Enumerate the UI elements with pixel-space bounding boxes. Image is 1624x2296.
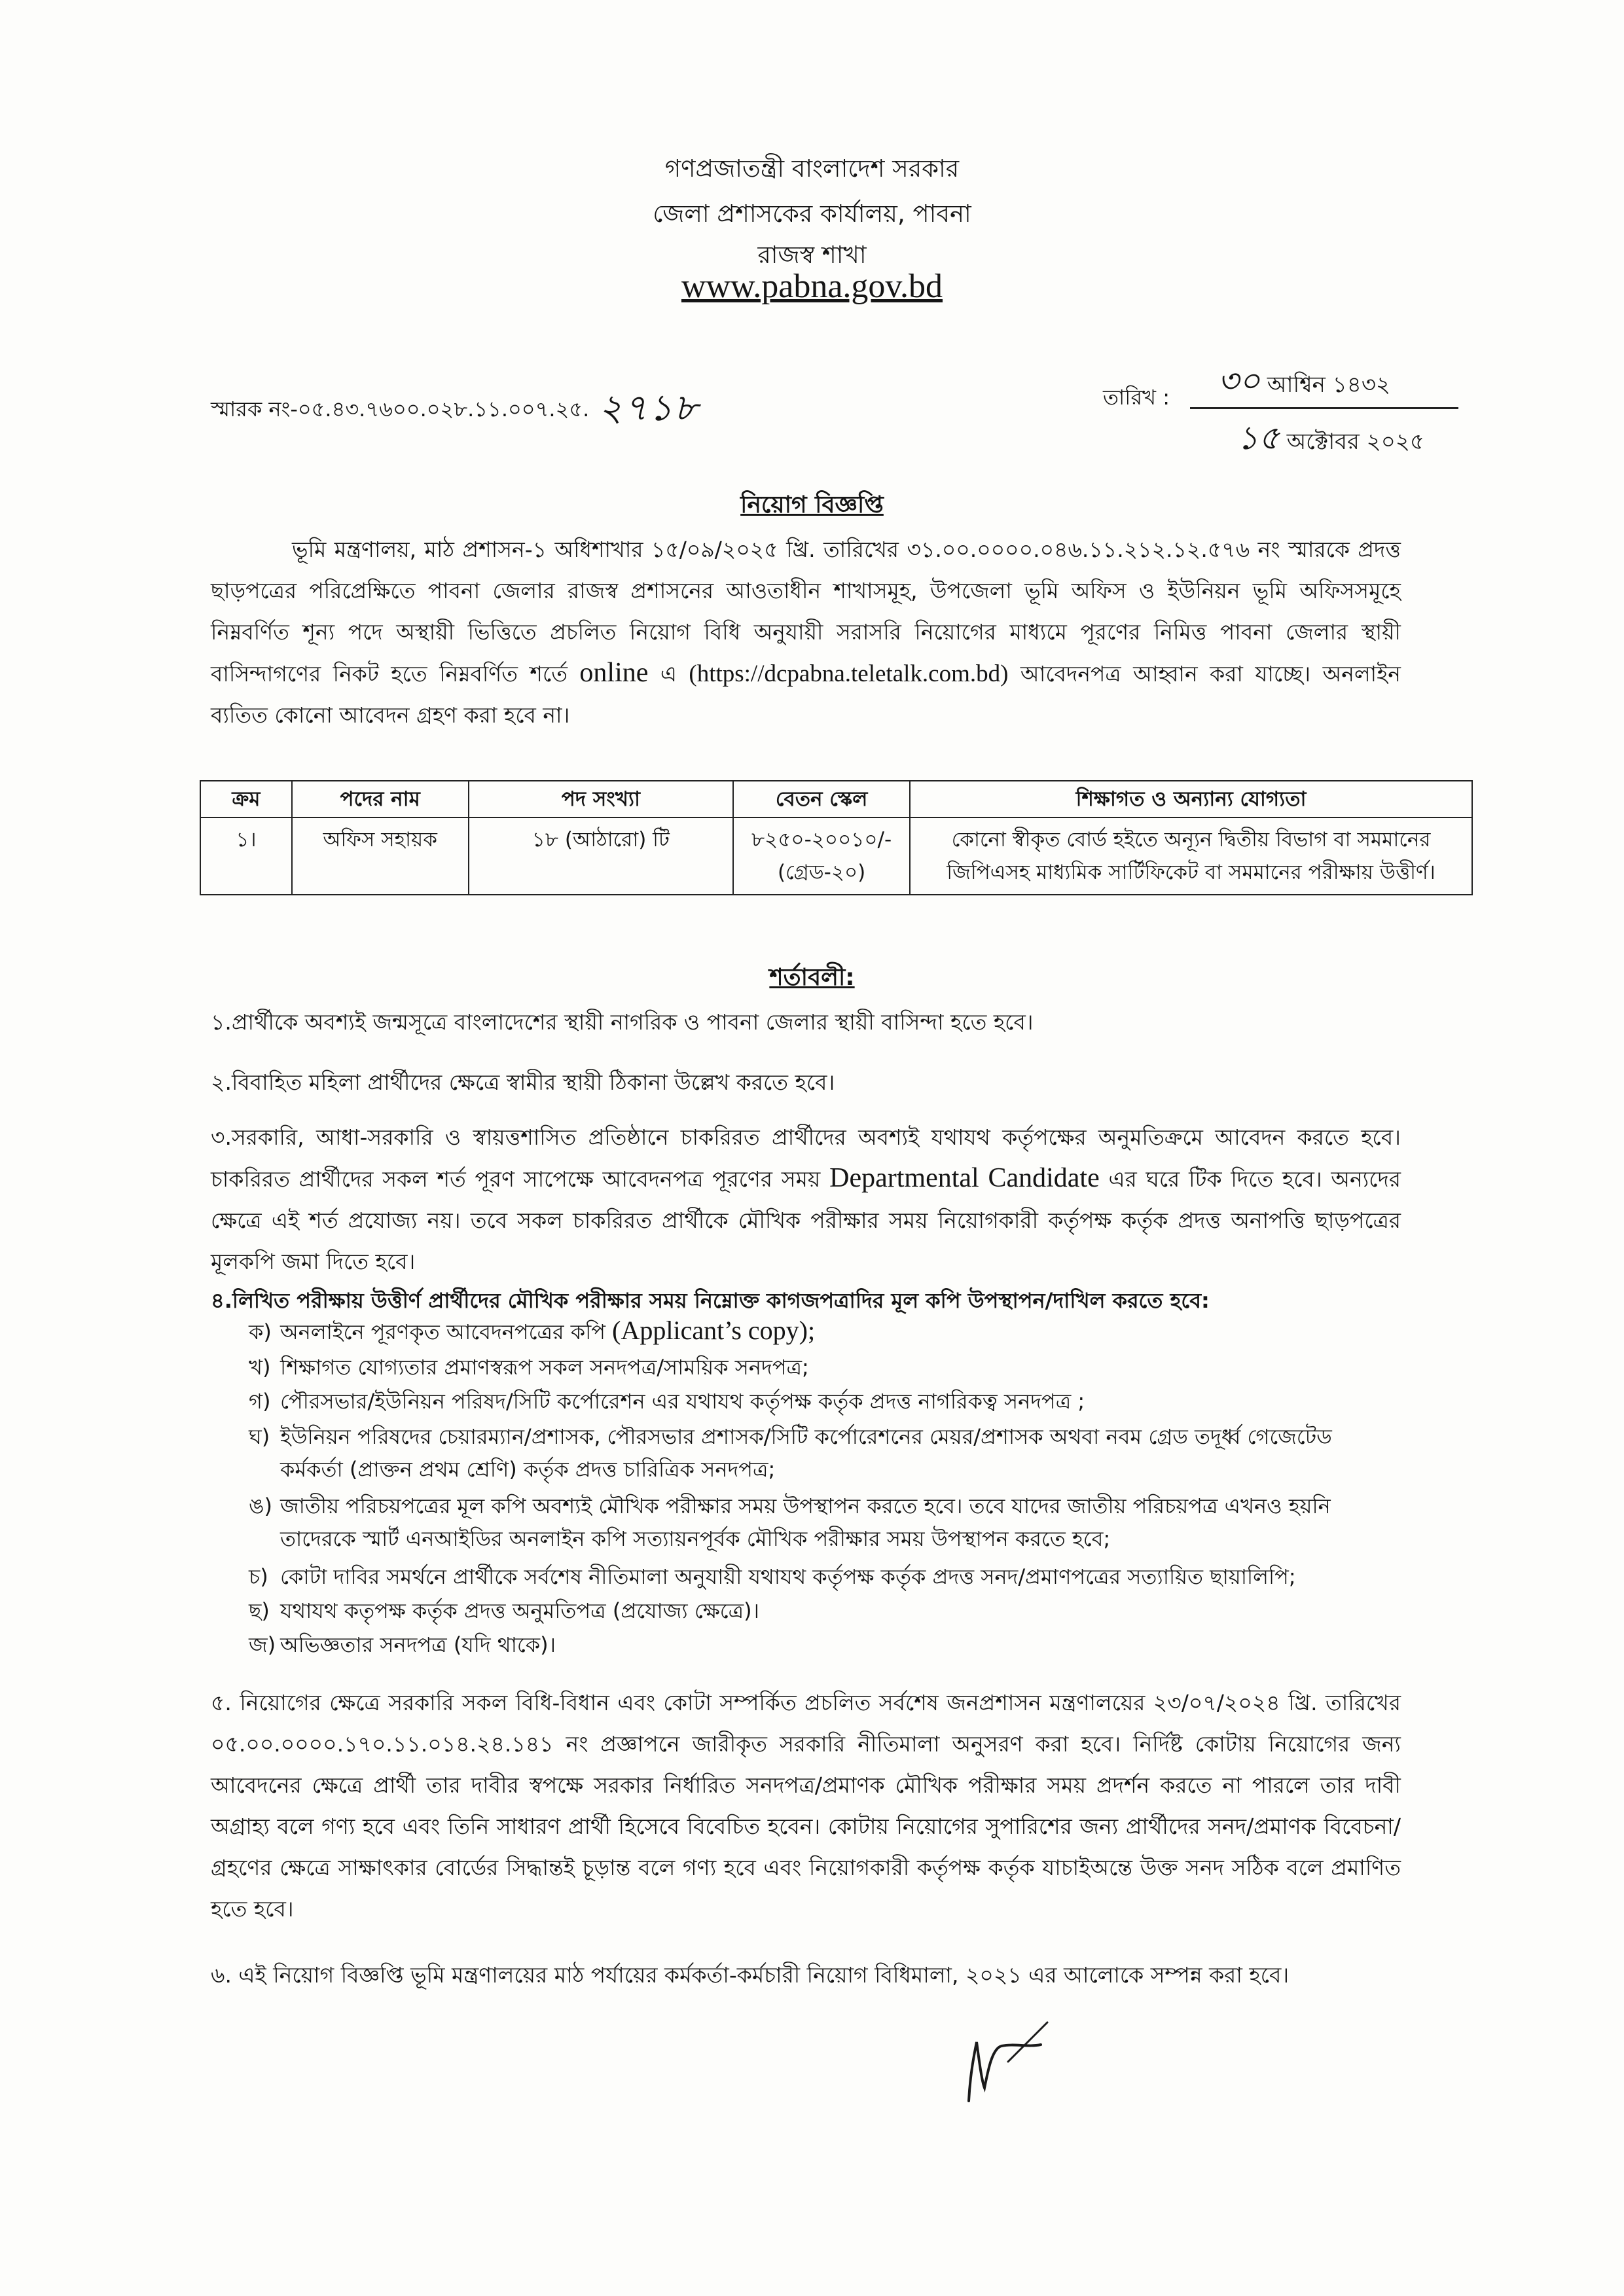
cell-serial: ১। [200,817,292,895]
condition-4: ৪.লিখিত পরীক্ষায় উত্তীর্ণ প্রার্থীদের মৌখিক পরীক্ষার সময় নিম্নোক্ত কাগজপত্রাদির মূল কপি উপস্থাপন/দাখিল করতে হবে: [211,1288,1210,1313]
date-label: তারিখ : [1103,385,1170,410]
date-divider [1190,407,1458,409]
col-scale: বেতন স্কেল [733,781,910,817]
col-serial: ক্রম [200,781,292,817]
list-item-text: পৌরসভার/ইউনিয়ন পরিষদ/সিটি কর্পোরেশন এর যথাযথ কর্তৃপক্ষ কর্তৃক প্রদত্ত নাগরিকত্ব সনদপত্র ; [280,1389,1085,1414]
intro-paragraph [211,529,1401,736]
condition-1: ১.প্রার্থীকে অবশ্যই জন্মসূত্রে বাংলাদেশের স্থায়ী নাগরিক ও পাবনা জেলার স্থায়ী বাসিন্দা হতে হবে। [211,1009,1034,1035]
list-item-text: যথাযথ কতৃপক্ষ কর্তৃক প্রদত্ত অনুমতিপত্র (প্রযোজ্য ক্ষেত্রে)। [280,1598,760,1623]
condition-2: ২.বিবাহিত মহিলা প্রার্থীদের ক্ষেত্রে স্বামীর স্থায়ী ঠিকানা উল্লেখ করতে হবে। [211,1069,835,1095]
condition-3 [211,1117,1401,1282]
list-item-text: জাতীয় পরিচয়পত্রের মূল কপি অবশ্যই মৌখিক পরীক্ষার সময় উপস্থাপন করতে হবে। তবে যাদের জাতীয় পরিচয়পত্র এখনও হয়নি তাদেরকে স্মার্ট এনআইডির অনলাইন কপি সত্যায়নপূর্বক মৌখিক পরীক্ষার সময় উপস্থাপন করতে হবে; [280,1494,1331,1551]
list-item [249,1385,1401,1418]
list-item-label: ছ) [249,1598,270,1623]
list-item-label: গ) [249,1389,271,1414]
list-item-applicant-copy: (Applicant’s copy); [612,1316,816,1345]
cell-count: ১৮ (আঠারো) টি [469,817,734,895]
notice-title: নিয়োগ বিজ্ঞপ্তি [740,492,884,518]
memo-number [211,380,699,441]
list-item-label: ঘ) [249,1424,270,1449]
signature-image [943,1983,1087,2114]
list-item-label: ঙ) [249,1494,272,1518]
list-item-label: জ) [249,1632,276,1657]
condition-3-departmental: Departmental Candidate [829,1163,1100,1193]
list-item-label: চ) [249,1564,268,1589]
col-qualification: শিক্ষাগত ও অন্যান্য যোগ্যতা [910,781,1472,817]
list-item-text: ইউনিয়ন পরিষদের চেয়ারম্যান/প্রশাসক, পৌরসভার প্রশাসক/সিটি কর্পোরেশনের মেয়র/প্রশাসক অথবা নবম গ্রেড তদূর্ধ্ব গেজেটেড কর্মকর্তা (প্রাক্তন প্রথম শ্রেণি) কর্তৃক প্রদত্ত চারিত্রিক সনদপত্র; [280,1424,1332,1482]
intro-text-2: এ [660,661,677,687]
date-bangla-rest: আশ্বিন ১৪৩২ [1267,372,1391,398]
list-item-label: খ) [249,1355,271,1380]
conditions-title: শর্তাবলী: [769,964,855,991]
col-post: পদের নাম [292,781,469,817]
intro-text-1: ভূমি মন্ত্রণালয়, মাঠ প্রশাসন-১ অধিশাখার ১৫/০৯/২০২৫ খ্রি. তারিখের ৩১.০০.০০০০.০৪৬.১১.২১২.১২.৫৭৬ নং স্মারকে প্রদত্ত ছাড়পত্রের পরিপ্রেক্ষিতে পাবনা জেলার রাজস্ব প্রশাসনের আওতাধীন শাখাসমূহ, উপজেলা ভূমি অফিস ও ইউনিয়ন ভূমি অফিসসমূহে নিম্নবর্ণিত শূন্য পদে অস্থায়ী ভিত্তিতে প্রচলিত নিয়োগ বিধি অনুযায়ী সরাসরি নিয়োগের মাধ্যমে পূরণের নিমিত্ত পাবনা জেলার স্থায়ী বাসিন্দাগণের নিকট হতে নিম্নবর্ণিত শর্তে [211,537,1401,687]
date-english [1237,414,1424,468]
intro-text-3: আবেদনপত্র আহ্বান করা যাচ্ছে। অনলাইন ব্যতিত কোনো আবেদন গ্রহণ করা হবে না। [211,661,1401,728]
table-row [200,817,1472,895]
cell-qualification: কোনো স্বীকৃত বোর্ড হইতে অন্যূন দ্বিতীয় বিভাগ বা সমমানের জিপিএসহ মাধ্যমিক সার্টিফিকেট বা সমমানের পরীক্ষায় উত্তীর্ণ। [910,817,1472,895]
cell-scale-value: ৮২৫০-২০০১০/- [751,828,892,852]
condition-3-text-2: এর ঘরে টিক দিতে হবে। অন্যদের ক্ষেত্রে এই শর্ত প্রযোজ্য নয়। তবে সকল চাকরিরত প্রার্থীকে মৌখিক পরীক্ষার সময় নিয়োগকারী কর্তৃপক্ষ কর্তৃক প্রদত্ত অনাপত্তি ছাড়পত্রের মূলকপি জমা দিতে হবে। [211,1166,1401,1274]
list-item-text: অনলাইনে পূরণকৃত আবেদনপত্রের কপি [280,1319,605,1344]
list-item [249,1628,1401,1661]
cell-post: অফিস সহায়ক [292,817,469,895]
vacancy-table [200,780,1473,895]
date-english-day: ১৫ [1237,419,1280,457]
list-item [249,1490,1401,1555]
col-count: পদ সংখ্যা [469,781,734,817]
cell-scale [733,817,910,895]
intro-online: online [579,658,649,688]
header-branch: রাজস্ব শাখা [757,241,867,269]
list-item [249,1594,1401,1627]
header-government: গণপ্রজাতন্ত্রী বাংলাদেশ সরকার [664,154,960,183]
list-item-text: কোটা দাবির সমর্থনে প্রার্থীকে সর্বশেষ নীতিমালা অনুযায়ী যথাযথ কর্তৃপক্ষ কর্তৃক প্রদত্ত সনদ/প্রমাণপত্রের সত্যায়িত ছায়ালিপি; [280,1564,1296,1589]
list-item [249,1560,1401,1593]
header-office: জেলা প্রশাসকের কার্যালয়, পাবনা [653,200,971,228]
header-website-link[interactable]: www.pabna.gov.bd [681,268,943,305]
condition-6: ৬. এই নিয়োগ বিজ্ঞপ্তি ভূমি মন্ত্রণালয়ের মাঠ পর্যায়ের কর্মকর্তা-কর্মচারী নিয়োগ বিধিমালা, ২০২১ এর আলোকে সম্পন্ন করা হবে। [211,1962,1290,1988]
list-item [249,1314,1401,1348]
intro-application-url[interactable]: (https://dcpabna.teletalk.com.bd) [689,660,1009,687]
condition-3-text-1: ৩.সরকারি, আধা-সরকারি ও স্বায়ত্তশাসিত প্রতিষ্ঠানে চাকরিরত প্রার্থীদের অবশ্যই যথাযথ কর্তৃপক্ষের অনুমতিক্রমে আবেদন করতে হবে। চাকরিরত প্রার্থীদের সকল শর্ত পূরণ সাপেক্ষে আবেদনপত্র পূরণের সময় [211,1124,1401,1192]
memo-handwritten-number: ২৭১৮ [598,387,699,429]
date-english-rest: অক্টোবর ২০২৫ [1286,429,1425,455]
list-item [249,1420,1401,1486]
condition-5: ৫. নিয়োগের ক্ষেত্রে সরকারি সকল বিধি-বিধান এবং কোটা সম্পর্কিত প্রচলিত সর্বশেষ জনপ্রশাসন মন্ত্রণালয়ের ২৩/০৭/২০২৪ খ্রি. তারিখের ০৫.০০.০০০০.১৭০.১১.০১৪.২৪.১৪১ নং প্রজ্ঞাপনে জারীকৃত সরকারি নীতিমালা অনুসরণ করা হবে। নির্দিষ্ট কোটায় নিয়োগের জন্য আবেদনের ক্ষেত্রে প্রার্থী তার দাবীর স্বপক্ষে সরকার নির্ধারিত সনদপত্র/প্রমাণক মৌখিক পরীক্ষার সময় প্রদর্শন করতে না পারলে তার দাবী অগ্রাহ্য বলে গণ্য হবে এবং তিনি সাধারণ প্রার্থী হিসেবে বিবেচিত হবেন। কোটায় নিয়োগের সুপারিশের জন্য প্রার্থীদের সনদ/প্রমাণক বিবেচনা/গ্রহণের ক্ষেত্রে সাক্ষাৎকার বোর্ডের সিদ্ধান্তই চূড়ান্ত বলে গণ্য হবে এবং নিয়োগকারী কর্তৃপক্ষ কর্তৃক যাচাইঅন্তে উক্ত সনদ সঠিক বলে প্রমাণিত হতে হবে। [211,1690,1401,1922]
cell-grade-value: (গ্রেড-২০) [777,861,866,884]
list-item-text: অভিজ্ঞতার সনদপত্র (যদি থাকে)। [280,1632,556,1657]
date-bangla [1218,357,1390,411]
date-bangla-day: ৩০ [1218,362,1261,400]
list-item-label: ক) [249,1319,272,1344]
list-item [249,1351,1401,1384]
memo-prefix: স্মারক নং-০৫.৪৩.৭৬০০.০২৮.১১.০০৭.২৫. [211,397,590,422]
list-item-text: শিক্ষাগত যোগ্যতার প্রমাণস্বরূপ সকল সনদপত্র/সাময়িক সনদপত্র; [280,1355,809,1380]
table-header-row [200,781,1472,817]
